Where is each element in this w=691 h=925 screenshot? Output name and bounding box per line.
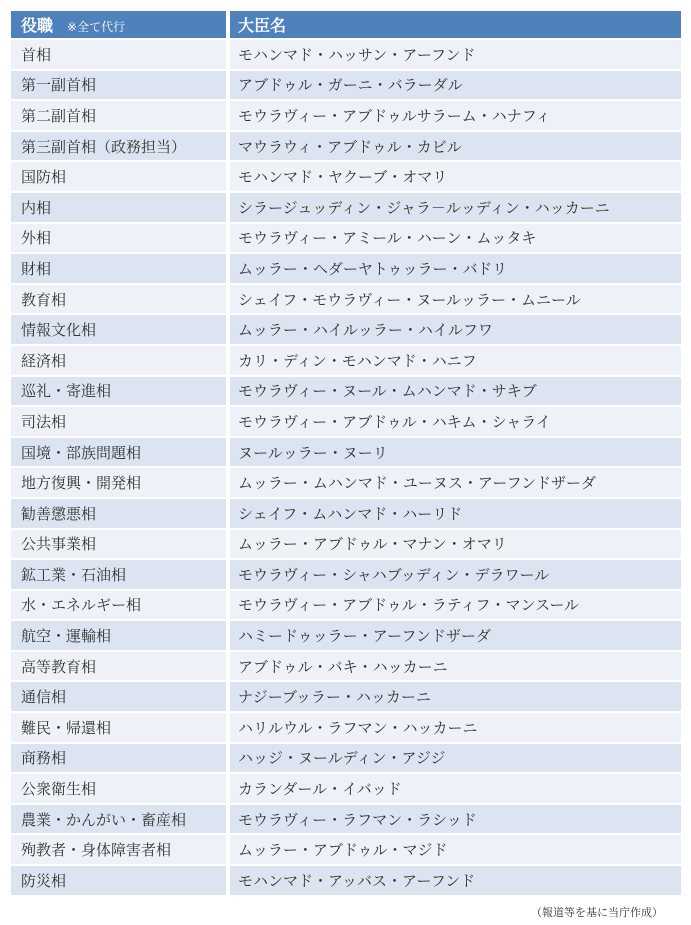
table-row bbox=[11, 71, 681, 100]
table-row bbox=[11, 805, 681, 834]
role-cell: 内相 bbox=[11, 193, 226, 222]
name-column-header: 大臣名 bbox=[226, 11, 681, 38]
minister-name-cell: カランダール・イバッド bbox=[226, 774, 681, 803]
table-row bbox=[11, 713, 681, 742]
minister-name-cell: モハンマド・ハッサン・アーフンド bbox=[226, 40, 681, 69]
role-cell: 司法相 bbox=[11, 407, 226, 436]
role-cell: 公衆衛生相 bbox=[11, 774, 226, 803]
table-row bbox=[11, 560, 681, 589]
table-row bbox=[11, 254, 681, 283]
table-row bbox=[11, 101, 681, 130]
minister-name-cell: ハッジ・ヌールディン・アジジ bbox=[226, 744, 681, 773]
table-row bbox=[11, 315, 681, 344]
role-column-header bbox=[11, 11, 226, 38]
minister-name-cell: ムッラー・ムハンマド・ユーヌス・アーフンドザーダ bbox=[226, 468, 681, 497]
minister-name-cell: ハリルウル・ラフマン・ハッカーニ bbox=[226, 713, 681, 742]
minister-name-cell: モウラヴィー・アミール・ハーン・ムッタキ bbox=[226, 224, 681, 253]
source-note: （報道等を基に当庁作成） bbox=[531, 906, 663, 919]
minister-name-cell: ムッラー・アブドゥル・マナン・オマリ bbox=[226, 530, 681, 559]
table-row bbox=[11, 468, 681, 497]
role-cell: 殉教者・身体障害者相 bbox=[11, 835, 226, 864]
header-note: ※全て代行 bbox=[67, 20, 126, 34]
minister-name-cell: ハミードゥッラー・アーフンドザーダ bbox=[226, 621, 681, 650]
table-row bbox=[11, 866, 681, 895]
cabinet-table-container bbox=[11, 9, 681, 897]
role-cell: 教育相 bbox=[11, 285, 226, 314]
role-cell: 第三副首相（政務担当） bbox=[11, 132, 226, 161]
table-row bbox=[11, 193, 681, 222]
table-row bbox=[11, 346, 681, 375]
table-row bbox=[11, 744, 681, 773]
role-cell: 水・エネルギー相 bbox=[11, 591, 226, 620]
table-row bbox=[11, 407, 681, 436]
minister-name-cell: アブドゥル・ガーニ・バラーダル bbox=[226, 71, 681, 100]
table-row bbox=[11, 682, 681, 711]
table-row bbox=[11, 652, 681, 681]
table-row bbox=[11, 377, 681, 406]
table-row bbox=[11, 40, 681, 69]
minister-name-cell: シェイフ・ムハンマド・ハーリド bbox=[226, 499, 681, 528]
role-cell: 難民・帰還相 bbox=[11, 713, 226, 742]
role-cell: 経済相 bbox=[11, 346, 226, 375]
minister-name-cell: ヌールッラー・ヌーリ bbox=[226, 438, 681, 467]
role-cell: 外相 bbox=[11, 224, 226, 253]
role-cell: 情報文化相 bbox=[11, 315, 226, 344]
role-cell: 航空・運輸相 bbox=[11, 621, 226, 650]
role-cell: 第一副首相 bbox=[11, 71, 226, 100]
minister-name-cell: シェイフ・モウラヴィー・ヌールッラー・ムニール bbox=[226, 285, 681, 314]
minister-name-cell: モウラヴィー・ヌール・ムハンマド・サキブ bbox=[226, 377, 681, 406]
minister-name-cell: ムッラー・アブドゥル・マジド bbox=[226, 835, 681, 864]
minister-name-cell: モハンマド・アッバス・アーフンド bbox=[226, 866, 681, 895]
table-row bbox=[11, 835, 681, 864]
role-cell: 首相 bbox=[11, 40, 226, 69]
role-cell: 巡礼・寄進相 bbox=[11, 377, 226, 406]
table-body bbox=[11, 40, 681, 895]
role-cell: 商務相 bbox=[11, 744, 226, 773]
table-row bbox=[11, 621, 681, 650]
role-cell: 防災相 bbox=[11, 866, 226, 895]
role-cell: 地方復興・開発相 bbox=[11, 468, 226, 497]
table-row bbox=[11, 132, 681, 161]
minister-name-cell: マウラウィ・アブドゥル・カビル bbox=[226, 132, 681, 161]
table-header-row bbox=[11, 11, 681, 38]
minister-name-cell: モウラヴィー・アブドゥル・ラティフ・マンスール bbox=[226, 591, 681, 620]
table-row bbox=[11, 530, 681, 559]
role-cell: 勧善懲悪相 bbox=[11, 499, 226, 528]
minister-name-cell: モウラヴィー・アブドゥル・ハキム・シャライ bbox=[226, 407, 681, 436]
role-cell: 鉱工業・石油相 bbox=[11, 560, 226, 589]
table-row bbox=[11, 224, 681, 253]
cabinet-table bbox=[11, 9, 681, 897]
role-cell: 国境・部族問題相 bbox=[11, 438, 226, 467]
role-cell: 国防相 bbox=[11, 162, 226, 191]
table-row bbox=[11, 591, 681, 620]
table-row bbox=[11, 774, 681, 803]
role-header-label: 役職 bbox=[21, 16, 54, 35]
minister-name-cell: カリ・ディン・モハンマド・ハニフ bbox=[226, 346, 681, 375]
minister-name-cell: モウラヴィー・ラフマン・ラシッド bbox=[226, 805, 681, 834]
minister-name-cell: アブドゥル・バキ・ハッカーニ bbox=[226, 652, 681, 681]
table-row bbox=[11, 162, 681, 191]
minister-name-cell: モハンマド・ヤクーブ・オマリ bbox=[226, 162, 681, 191]
minister-name-cell: シラージュッディン・ジャラ－ルッディン・ハッカーニ bbox=[226, 193, 681, 222]
table-row bbox=[11, 499, 681, 528]
table-row bbox=[11, 285, 681, 314]
minister-name-cell: モウラヴィー・アブドゥルサラーム・ハナフィ bbox=[226, 101, 681, 130]
minister-name-cell: ムッラー・ハイルッラー・ハイルフワ bbox=[226, 315, 681, 344]
role-cell: 通信相 bbox=[11, 682, 226, 711]
minister-name-cell: ムッラー・ヘダーヤトゥッラー・バドリ bbox=[226, 254, 681, 283]
role-cell: 農業・かんがい・畜産相 bbox=[11, 805, 226, 834]
role-cell: 財相 bbox=[11, 254, 226, 283]
role-cell: 公共事業相 bbox=[11, 530, 226, 559]
role-cell: 高等教育相 bbox=[11, 652, 226, 681]
minister-name-cell: モウラヴィー・シャハブッディン・デラワール bbox=[226, 560, 681, 589]
role-cell: 第二副首相 bbox=[11, 101, 226, 130]
minister-name-cell: ナジーブッラー・ハッカーニ bbox=[226, 682, 681, 711]
table-row bbox=[11, 438, 681, 467]
